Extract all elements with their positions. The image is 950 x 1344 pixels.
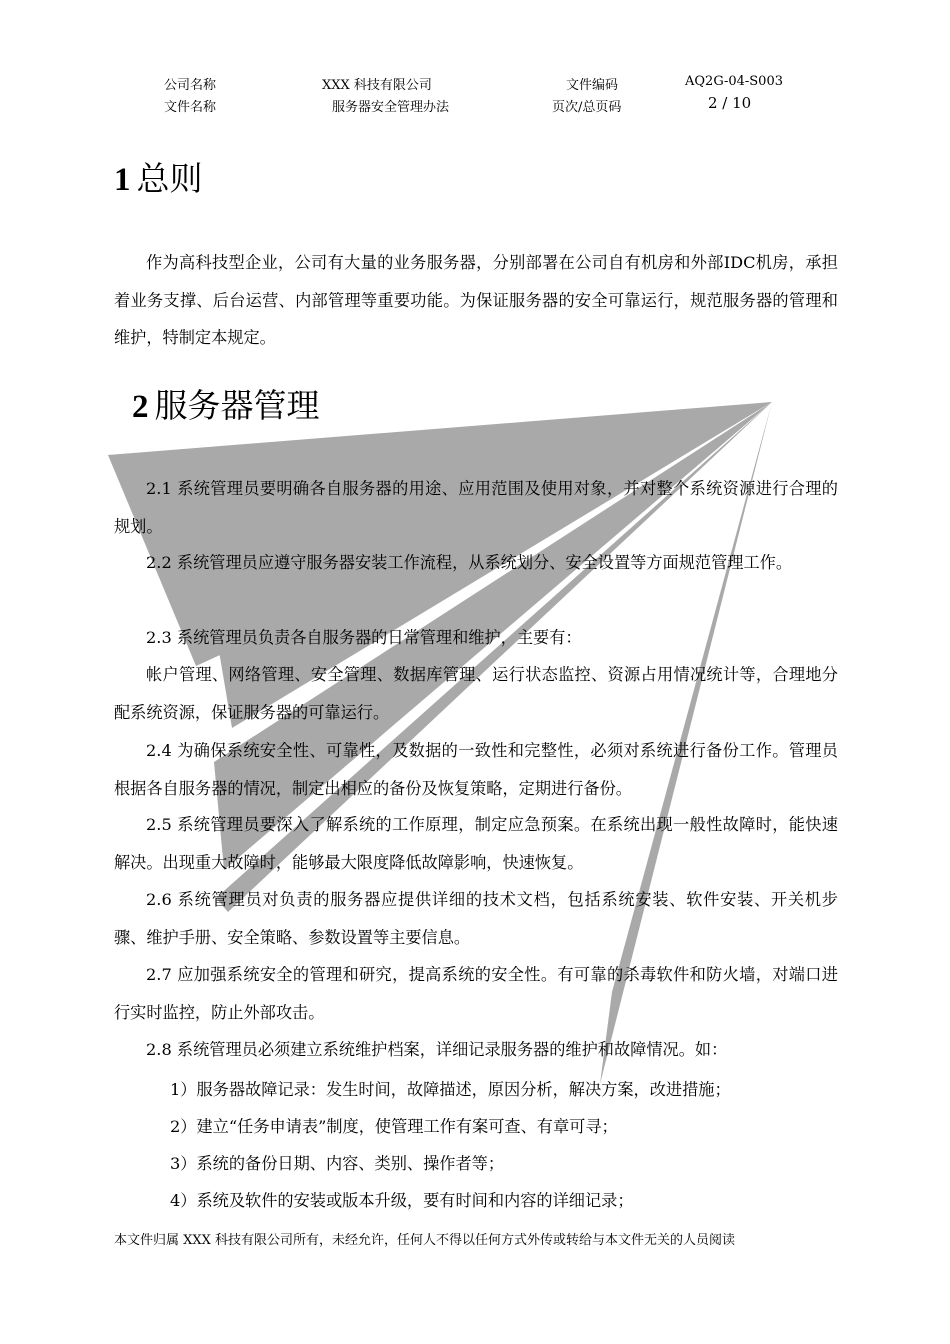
clause-2-4: 2.4 为确保系统安全性、可靠性，及数据的一致性和完整性，必须对系统进行备份工作。管理员根据各自服务器的情况，制定出相应的备份及恢复策略，定期进行备份。 (114, 741, 838, 798)
section-1-paragraph: 作为高科技型企业，公司有大量的业务服务器，分别部署在公司自有机房和外部IDC机房，承担着业务支撑、后台运营、内部管理等重要功能。为保证服务器的安全可靠运行，规范服务器的管理和维护，特制定本规定。 (114, 253, 838, 347)
clause-2-5: 2.5 系统管理员要深入了解系统的工作原理，制定应急预案。在系统出现一般性故障时，能快速解决。出现重大故障时，能够最大限度降低故障影响，快速恢复。 (114, 815, 838, 872)
list-item: 4）系统及软件的安装或版本升级，要有时间和内容的详细记录； (170, 1191, 634, 1210)
clause-2-6: 2.6 系统管理员对负责的服务器应提供详细的技术文档，包括系统安装、软件安装、开关机步骤、维护手册、安全策略、参数设置等主要信息。 (114, 890, 838, 947)
list-item: 3）系统的备份日期、内容、类别、操作者等； (170, 1154, 505, 1173)
clause-2-1: 2.1 系统管理员要明确各自服务器的用途、应用范围及使用对象，并对整个系统资源进行合理的规划。 (114, 479, 838, 536)
section-1-heading (114, 153, 203, 200)
clause-2-7: 2.7 应加强系统安全的管理和研究，提高系统的安全性。有可靠的杀毒软件和防火墙，对端口进行实时监控，防止外部攻击。 (114, 965, 838, 1022)
footer-notice: 本文件归属 XXX 科技有限公司所有，未经允许，任何人不得以任何方式外传或转给与本文件无关的人员阅读 (114, 1233, 736, 1248)
company-label: 公司名称 (164, 78, 217, 93)
clause-2-8: 2.8 系统管理员必须建立系统维护档案，详细记录服务器的维护和故障情况。如： (146, 1040, 728, 1059)
section-1-number: 1 (114, 162, 131, 198)
clause-2-3-detail: 帐户管理、网络管理、安全管理、数据库管理、运行状态监控、资源占用情况统计等，合理地分配系统资源，保证服务器的可靠运行。 (114, 665, 838, 722)
clause-2-3: 2.3 系统管理员负责各自服务器的日常管理和维护，主要有： (146, 628, 582, 647)
list-item: 1）服务器故障记录：发生时间，故障描述，原因分析，解决方案，改进措施； (170, 1080, 731, 1099)
page-value: 2 / 10 (708, 94, 752, 112)
section-2-title: 服务器管理 (154, 386, 320, 425)
list-item: 2）建立“任务申请表”制度，使管理工作有案可查、有章可寻； (170, 1117, 618, 1136)
section-2-heading (132, 380, 320, 427)
clause-2-2: 2.2 系统管理员应遵守服务器安装工作流程，从系统划分、安全设置等方面规范管理工作。 (146, 553, 793, 572)
doc-name-label: 文件名称 (164, 100, 217, 115)
section-1-title: 总则 (136, 159, 203, 198)
doc-name-value: 服务器安全管理办法 (332, 100, 450, 115)
doc-code-label: 文件编码 (566, 78, 619, 93)
section-2-number: 2 (132, 389, 149, 425)
page-label: 页次/总页码 (552, 100, 622, 115)
doc-code-value: AQ2G-04-S003 (685, 74, 783, 89)
company-value: XXX 科技有限公司 (322, 78, 432, 93)
